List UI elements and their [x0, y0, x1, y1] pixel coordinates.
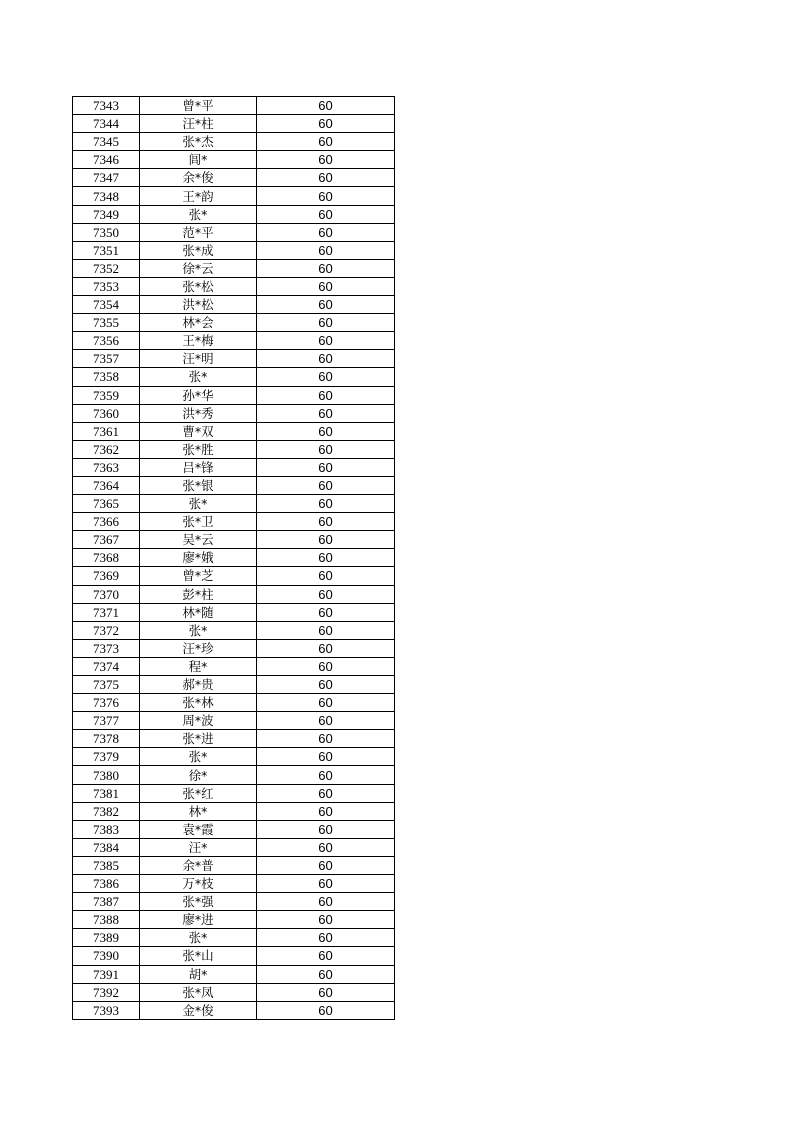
- table-row: [73, 875, 395, 893]
- score-cell: 60: [257, 856, 395, 874]
- row-number-cell: 7383: [73, 820, 140, 838]
- row-number-cell: 7353: [73, 277, 140, 295]
- table-row: [73, 983, 395, 1001]
- row-number-cell: 7356: [73, 332, 140, 350]
- score-cell: 60: [257, 657, 395, 675]
- row-number-cell: 7361: [73, 422, 140, 440]
- name-cell: 万*枝: [140, 875, 257, 893]
- score-cell: 60: [257, 784, 395, 802]
- score-cell: 60: [257, 151, 395, 169]
- score-cell: 60: [257, 621, 395, 639]
- row-number-cell: 7363: [73, 458, 140, 476]
- records-table-body: [73, 97, 395, 1020]
- table-row: [73, 585, 395, 603]
- score-cell: 60: [257, 241, 395, 259]
- table-row: [73, 277, 395, 295]
- table-row: [73, 205, 395, 223]
- name-cell: 余*普: [140, 856, 257, 874]
- name-cell: 闾*: [140, 151, 257, 169]
- row-number-cell: 7366: [73, 513, 140, 531]
- row-number-cell: 7391: [73, 965, 140, 983]
- score-cell: 60: [257, 748, 395, 766]
- name-cell: 张*松: [140, 277, 257, 295]
- name-cell: 孙*华: [140, 386, 257, 404]
- table-row: [73, 947, 395, 965]
- row-number-cell: 7350: [73, 223, 140, 241]
- row-number-cell: 7368: [73, 549, 140, 567]
- name-cell: 吕*锋: [140, 458, 257, 476]
- table-row: [73, 676, 395, 694]
- row-number-cell: 7359: [73, 386, 140, 404]
- score-cell: 60: [257, 929, 395, 947]
- name-cell: 张*强: [140, 893, 257, 911]
- table-row: [73, 513, 395, 531]
- table-row: [73, 893, 395, 911]
- row-number-cell: 7386: [73, 875, 140, 893]
- name-cell: 张*: [140, 495, 257, 513]
- row-number-cell: 7388: [73, 911, 140, 929]
- row-number-cell: 7358: [73, 368, 140, 386]
- score-cell: 60: [257, 694, 395, 712]
- name-cell: 王*梅: [140, 332, 257, 350]
- score-cell: 60: [257, 802, 395, 820]
- row-number-cell: 7362: [73, 440, 140, 458]
- score-cell: 60: [257, 911, 395, 929]
- name-cell: 林*: [140, 802, 257, 820]
- name-cell: 胡*: [140, 965, 257, 983]
- row-number-cell: 7371: [73, 603, 140, 621]
- table-row: [73, 458, 395, 476]
- table-row: [73, 784, 395, 802]
- table-row: [73, 929, 395, 947]
- table-row: [73, 748, 395, 766]
- table-row: [73, 440, 395, 458]
- row-number-cell: 7346: [73, 151, 140, 169]
- score-cell: 60: [257, 983, 395, 1001]
- name-cell: 周*波: [140, 712, 257, 730]
- score-cell: 60: [257, 277, 395, 295]
- table-row: [73, 730, 395, 748]
- name-cell: 张*: [140, 621, 257, 639]
- name-cell: 洪*松: [140, 296, 257, 314]
- table-row: [73, 549, 395, 567]
- name-cell: 洪*秀: [140, 404, 257, 422]
- name-cell: 张*成: [140, 241, 257, 259]
- score-cell: 60: [257, 259, 395, 277]
- row-number-cell: 7370: [73, 585, 140, 603]
- table-row: [73, 802, 395, 820]
- spreadsheet-page: [72, 96, 395, 1020]
- name-cell: 曹*双: [140, 422, 257, 440]
- table-row: [73, 639, 395, 657]
- score-cell: 60: [257, 368, 395, 386]
- score-cell: 60: [257, 585, 395, 603]
- name-cell: 吴*云: [140, 531, 257, 549]
- name-cell: 张*山: [140, 947, 257, 965]
- row-number-cell: 7357: [73, 350, 140, 368]
- table-row: [73, 965, 395, 983]
- name-cell: 程*: [140, 657, 257, 675]
- name-cell: 汪*明: [140, 350, 257, 368]
- score-cell: 60: [257, 676, 395, 694]
- score-cell: 60: [257, 386, 395, 404]
- name-cell: 曾*芝: [140, 567, 257, 585]
- row-number-cell: 7348: [73, 187, 140, 205]
- table-row: [73, 766, 395, 784]
- table-row: [73, 223, 395, 241]
- name-cell: 张*凤: [140, 983, 257, 1001]
- score-cell: 60: [257, 893, 395, 911]
- row-number-cell: 7373: [73, 639, 140, 657]
- table-row: [73, 259, 395, 277]
- row-number-cell: 7380: [73, 766, 140, 784]
- score-cell: 60: [257, 97, 395, 115]
- score-cell: 60: [257, 947, 395, 965]
- name-cell: 林*会: [140, 314, 257, 332]
- score-cell: 60: [257, 712, 395, 730]
- score-cell: 60: [257, 838, 395, 856]
- name-cell: 余*俊: [140, 169, 257, 187]
- score-cell: 60: [257, 422, 395, 440]
- row-number-cell: 7343: [73, 97, 140, 115]
- table-row: [73, 133, 395, 151]
- table-row: [73, 1001, 395, 1019]
- score-cell: 60: [257, 458, 395, 476]
- name-cell: 林*随: [140, 603, 257, 621]
- score-cell: 60: [257, 603, 395, 621]
- table-row: [73, 422, 395, 440]
- score-cell: 60: [257, 875, 395, 893]
- table-row: [73, 603, 395, 621]
- name-cell: 张*杰: [140, 133, 257, 151]
- row-number-cell: 7345: [73, 133, 140, 151]
- row-number-cell: 7360: [73, 404, 140, 422]
- row-number-cell: 7372: [73, 621, 140, 639]
- row-number-cell: 7390: [73, 947, 140, 965]
- score-cell: 60: [257, 965, 395, 983]
- score-cell: 60: [257, 730, 395, 748]
- score-cell: 60: [257, 549, 395, 567]
- score-cell: 60: [257, 820, 395, 838]
- name-cell: 曾*平: [140, 97, 257, 115]
- table-row: [73, 404, 395, 422]
- row-number-cell: 7389: [73, 929, 140, 947]
- row-number-cell: 7392: [73, 983, 140, 1001]
- score-cell: 60: [257, 133, 395, 151]
- score-cell: 60: [257, 513, 395, 531]
- table-row: [73, 350, 395, 368]
- score-cell: 60: [257, 1001, 395, 1019]
- name-cell: 范*平: [140, 223, 257, 241]
- name-cell: 张*胜: [140, 440, 257, 458]
- row-number-cell: 7344: [73, 115, 140, 133]
- score-cell: 60: [257, 187, 395, 205]
- table-row: [73, 169, 395, 187]
- table-row: [73, 531, 395, 549]
- score-cell: 60: [257, 296, 395, 314]
- table-row: [73, 694, 395, 712]
- row-number-cell: 7347: [73, 169, 140, 187]
- row-number-cell: 7369: [73, 567, 140, 585]
- table-row: [73, 820, 395, 838]
- score-cell: 60: [257, 495, 395, 513]
- table-row: [73, 476, 395, 494]
- table-row: [73, 386, 395, 404]
- table-row: [73, 332, 395, 350]
- row-number-cell: 7378: [73, 730, 140, 748]
- table-row: [73, 838, 395, 856]
- row-number-cell: 7352: [73, 259, 140, 277]
- table-row: [73, 296, 395, 314]
- table-row: [73, 712, 395, 730]
- name-cell: 徐*云: [140, 259, 257, 277]
- name-cell: 金*俊: [140, 1001, 257, 1019]
- table-row: [73, 567, 395, 585]
- row-number-cell: 7384: [73, 838, 140, 856]
- row-number-cell: 7376: [73, 694, 140, 712]
- row-number-cell: 7381: [73, 784, 140, 802]
- table-row: [73, 621, 395, 639]
- row-number-cell: 7365: [73, 495, 140, 513]
- name-cell: 王*韵: [140, 187, 257, 205]
- name-cell: 郝*贵: [140, 676, 257, 694]
- row-number-cell: 7349: [73, 205, 140, 223]
- name-cell: 张*银: [140, 476, 257, 494]
- row-number-cell: 7375: [73, 676, 140, 694]
- row-number-cell: 7382: [73, 802, 140, 820]
- name-cell: 张*红: [140, 784, 257, 802]
- records-table: [72, 96, 395, 1020]
- row-number-cell: 7355: [73, 314, 140, 332]
- table-row: [73, 151, 395, 169]
- table-row: [73, 115, 395, 133]
- name-cell: 张*林: [140, 694, 257, 712]
- score-cell: 60: [257, 332, 395, 350]
- row-number-cell: 7351: [73, 241, 140, 259]
- name-cell: 张*: [140, 368, 257, 386]
- name-cell: 汪*珍: [140, 639, 257, 657]
- score-cell: 60: [257, 350, 395, 368]
- name-cell: 张*进: [140, 730, 257, 748]
- name-cell: 汪*: [140, 838, 257, 856]
- row-number-cell: 7393: [73, 1001, 140, 1019]
- score-cell: 60: [257, 476, 395, 494]
- score-cell: 60: [257, 639, 395, 657]
- row-number-cell: 7364: [73, 476, 140, 494]
- row-number-cell: 7367: [73, 531, 140, 549]
- row-number-cell: 7379: [73, 748, 140, 766]
- score-cell: 60: [257, 567, 395, 585]
- table-row: [73, 911, 395, 929]
- score-cell: 60: [257, 169, 395, 187]
- score-cell: 60: [257, 766, 395, 784]
- score-cell: 60: [257, 531, 395, 549]
- score-cell: 60: [257, 440, 395, 458]
- table-row: [73, 856, 395, 874]
- name-cell: 廖*娥: [140, 549, 257, 567]
- row-number-cell: 7377: [73, 712, 140, 730]
- name-cell: 张*卫: [140, 513, 257, 531]
- row-number-cell: 7387: [73, 893, 140, 911]
- score-cell: 60: [257, 223, 395, 241]
- name-cell: 徐*: [140, 766, 257, 784]
- score-cell: 60: [257, 404, 395, 422]
- name-cell: 汪*柱: [140, 115, 257, 133]
- row-number-cell: 7354: [73, 296, 140, 314]
- table-row: [73, 495, 395, 513]
- score-cell: 60: [257, 115, 395, 133]
- score-cell: 60: [257, 314, 395, 332]
- table-row: [73, 314, 395, 332]
- name-cell: 张*: [140, 205, 257, 223]
- table-row: [73, 97, 395, 115]
- name-cell: 张*: [140, 929, 257, 947]
- score-cell: 60: [257, 205, 395, 223]
- table-row: [73, 187, 395, 205]
- name-cell: 廖*进: [140, 911, 257, 929]
- name-cell: 张*: [140, 748, 257, 766]
- row-number-cell: 7374: [73, 657, 140, 675]
- table-row: [73, 657, 395, 675]
- name-cell: 彭*柱: [140, 585, 257, 603]
- row-number-cell: 7385: [73, 856, 140, 874]
- name-cell: 袁*霞: [140, 820, 257, 838]
- table-row: [73, 241, 395, 259]
- table-row: [73, 368, 395, 386]
